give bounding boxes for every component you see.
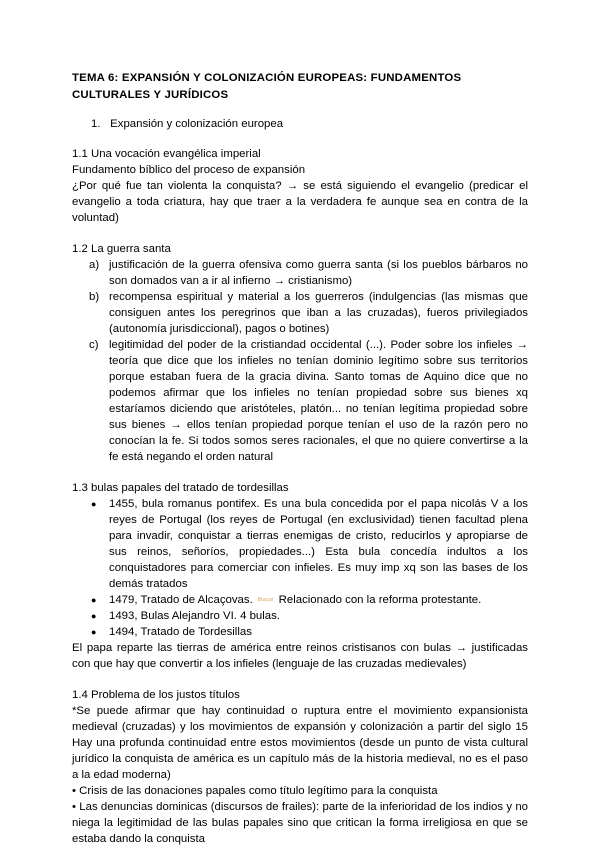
- list-marker: c): [89, 339, 99, 351]
- list-item: [72, 289, 528, 337]
- annotation-note: Buscar: [257, 597, 274, 603]
- section-1-3-list: [72, 496, 528, 640]
- list-item: [72, 608, 528, 624]
- list-item-text: 1494, Tratado de Tordesillas: [109, 626, 252, 639]
- section-1-2-list: [72, 257, 528, 465]
- bullet-marker: ●: [91, 595, 97, 605]
- heading-text: Expansión y colonización europea: [110, 118, 284, 130]
- list-item: [72, 257, 528, 289]
- list-item-text: 1455, bula romanus pontifex. Es una bula concedida por el papa nicolás V a los reyes de Portugal (los reyes de Portugal (en exclusividad) tienen facultad plena para invadir, conquistar a tierras enemigas de cristo, reducirlos y apropiarse de sus reinos, señoríos, propiedades...) Esta bula concedía indultos a los conquistadores para comerciar con infieles. Es muy imp xq son las bases de los demás tratados: [109, 498, 528, 590]
- section-1-4-paragraph: *Se puede afirmar que hay continuidad o ruptura entre el movimiento expansionista medieval (cruzadas) y los movimientos de expansión y colonización a partir del siglo 15 Hay una profunda continuidad entre estos movimientos (desde un punto de vista cultural jurídico la conquista de américa es un capítulo más de la historia medieval, no es el paso a la edad moderna): [72, 705, 528, 782]
- bullet-marker: ●: [91, 611, 97, 622]
- list-item-extra: Relacionado con la reforma protestante.: [278, 594, 482, 607]
- list-item: [72, 592, 528, 608]
- bullet-marker: ●: [91, 499, 97, 509]
- list-item: [72, 624, 528, 640]
- list-item-text: legitimidad del poder de la cristiandad occidental (...). Poder sobre los infieles → teoría que dice que los infieles no tenían dominio legítimo sobre sus territorios porque estaban fuera de la gracia divina. Santo tomas de Aquino dice que no podemos afirmar que los infieles no tenían propiedad sobre sus bienes xq estaríamos diciendo que aristóteles, platón... no tenían legítima propiedad sobre sus bienes → ellos tenían propiedad porque tenían el uso de la razón pero no conocían la fe. Si todos somos seres racionales, el que no quiere convertirse a la fe está negando el orden natural: [109, 339, 528, 463]
- section-1-1-line: Fundamento bíblico del proceso de expansión: [72, 164, 306, 176]
- list-marker: b): [89, 291, 100, 303]
- section-1-4-bullet: • Crisis de las donaciones papales como título legítimo para la conquista: [72, 785, 438, 798]
- section-1-1-heading: 1.1 Una vocación evangélica imperial: [72, 148, 261, 160]
- section-1-2-heading: 1.2 La guerra santa: [72, 243, 171, 255]
- section-1-1: [72, 146, 528, 226]
- list-item-text: recompensa espiritual y material a los guerreros (indulgencias (las mismas que consiguen antes los peregrinos que iban a las cruzadas), fueros privilegiados (autonomía jurisdiccional), pagos o botines): [109, 291, 528, 335]
- bullet-marker: ●: [91, 627, 97, 638]
- section-1-3-paragraph: El papa reparte las tierras de américa entre reinos cristisanos con bulas → justificadas con que hay que convertir a los infieles (lenguaje de las cruzadas medievales): [72, 642, 528, 671]
- document-body: [72, 70, 528, 847]
- list-marker: a): [89, 259, 100, 271]
- list-item: [72, 337, 528, 465]
- list-item-text: 1493, Bulas Alejandro VI. 4 bulas.: [109, 610, 280, 623]
- list-item-text: 1479, Tratado de Alcaçovas.: [109, 594, 253, 607]
- section-1-3: [72, 480, 528, 672]
- section-1-2: [72, 241, 528, 465]
- heading-expansion: [91, 116, 528, 132]
- section-1-4: [72, 687, 528, 847]
- list-item-text: justificación de la guerra ofensiva como guerra santa (si los pueblos bárbaros no son domados van a ir al infierno → cristianismo): [109, 259, 528, 287]
- section-1-4-bullet: • Las denuncias dominicas (discursos de frailes): parte de la inferioridad de los indios y no niega la legitimidad de las bulas papales sino que critican la forma irreligiosa en que se estaba dando la conquista: [72, 801, 528, 846]
- document-title: TEMA 6: EXPANSIÓN Y COLONIZACIÓN EUROPEAS: FUNDAMENTOS CULTURALES Y JURÍDICOS: [72, 72, 462, 101]
- section-1-4-heading: 1.4 Problema de los justos títulos: [72, 689, 240, 702]
- list-item: [72, 496, 528, 592]
- section-1-1-paragraph: ¿Por qué fue tan violenta la conquista? → se está siguiendo el evangelio (predicar el evangelio a toda criatura, hay que traer a la verdadera fe aunque sea en contra de la voluntad): [72, 180, 528, 224]
- section-1-3-heading: 1.3 bulas papales del tratado de tordesillas: [72, 482, 289, 494]
- heading-number: 1.: [91, 118, 101, 130]
